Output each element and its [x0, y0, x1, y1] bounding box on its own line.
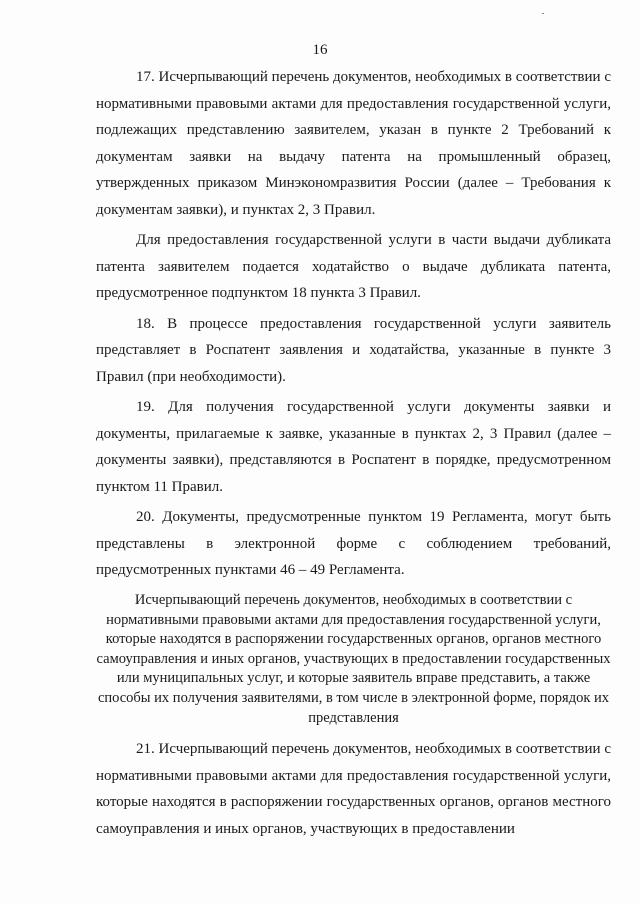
paragraph-19: 19. Для получения государственной услуги документы заявки и документы, прилагаемые к заявке, указанные в пунктах 2, 3 Правил (далее – документы заявки), представляются в Роспатент в порядке, предусмотренном пунктом 11 Правил. — [96, 399, 611, 495]
paragraph-18: 18. В процессе предоставления государственной услуги заявитель представляет в Роспатент заявления и ходатайства, указанные в пункте 3 Правил (при необходимости). — [96, 315, 611, 385]
main-text — [96, 64, 611, 584]
paragraph-17: 17. Исчерпывающий перечень документов, необходимых в соответствии с нормативными правовыми актами для предоставления государственной услуги, подлежащих представлению заявителем, указан в пункте 2 Требований к документам заявки на выдачу патента на промышленный образец, утвержденных приказом Минэкономразвития России (далее – Требования к документам заявки), и пунктах 2, 3 Правил. — [96, 69, 611, 218]
bottom-text — [96, 736, 611, 842]
scan-speck — [542, 13, 544, 14]
paragraph-21: 21. Исчерпывающий перечень документов, необходимых в соответствии с нормативными правовыми актами для предоставления государственной услуги, которые находятся в распоряжении государственных органов, органов местного самоуправления и иных органов, участвующих в предоставлении — [96, 741, 611, 837]
paragraph-20: 20. Документы, предусмотренные пунктом 19 Регламента, могут быть представлены в электронной форме с соблюдением требований, предусмотренных пунктами 46 – 49 Регламента. — [96, 509, 611, 578]
section-heading: Исчерпывающий перечень документов, необходимых в соответствии с нормативными правовыми актами для предоставления государственной услуги, которые находятся в распоряжении государственных органов, органов местного самоуправления и иных органов, участвующих в предоставлении государственных или муниципальных услуг, и которые заявитель вправе представить, а также способы их получения заявителями, в том числе в электронной форме, порядок их представления — [96, 592, 611, 726]
page-number: 16 — [312, 42, 328, 58]
paragraph-duplicate-patent: Для предоставления государственной услуги в части выдачи дубликата патента заявителем подается ходатайство о выдаче дубликата патента, предусмотренное подпунктом 18 пункта 3 Правил. — [96, 232, 611, 301]
